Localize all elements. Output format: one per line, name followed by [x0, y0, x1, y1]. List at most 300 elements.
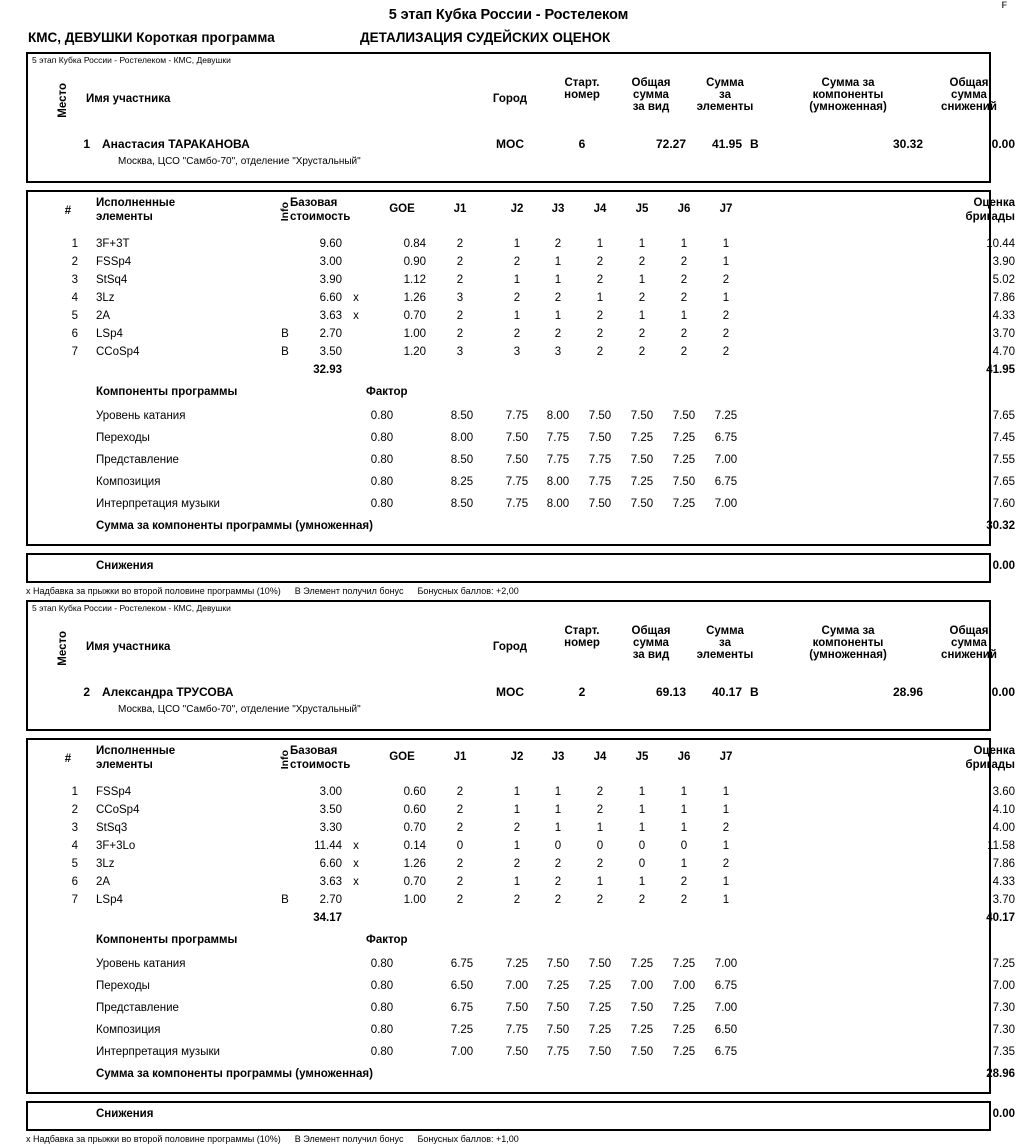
goe-column-label: GOE	[389, 203, 415, 215]
element-goe: 1.00	[403, 894, 426, 906]
element-judge-score-4: 2	[596, 346, 604, 358]
element-base-value: 2.70	[319, 894, 342, 906]
component-judge-score-1: 6.75	[450, 1002, 474, 1014]
goe-column-label: GOE	[389, 751, 415, 763]
pcs-column-label-line: компоненты	[812, 89, 884, 101]
element-judge-score-1: 2	[456, 310, 464, 322]
element-number: 7	[71, 894, 78, 906]
component-name: Интерпретация музыки	[96, 1046, 220, 1058]
element-judge-score-3: 2	[554, 292, 562, 304]
pcs-total-value: 28.96	[986, 1068, 1015, 1080]
component-judge-score-7: 6.75	[714, 476, 738, 488]
pcs-total-label: Сумма за компоненты программы (умноженная)	[96, 520, 373, 532]
element-row	[28, 292, 1015, 310]
component-name: Композиция	[96, 1024, 161, 1036]
pcs-column-label-line: Сумма за	[821, 625, 875, 637]
element-judge-score-2: 1	[513, 786, 521, 798]
component-judge-score-2: 7.50	[505, 432, 529, 444]
judge-column-label-3: J3	[551, 203, 565, 215]
legend-row	[26, 586, 991, 596]
component-judge-score-7: 7.25	[714, 410, 738, 422]
element-base-value: 3.63	[319, 876, 342, 888]
element-judge-score-6: 1	[680, 804, 688, 816]
components-title: Компоненты программы	[96, 934, 238, 946]
component-judge-score-4: 7.75	[588, 476, 612, 488]
elements-total-row	[28, 364, 1015, 386]
component-factor: 0.80	[370, 476, 394, 488]
element-judge-score-5: 1	[638, 786, 646, 798]
component-row	[28, 454, 1015, 476]
component-judge-score-7: 7.00	[714, 498, 738, 510]
factor-column-label: Фактор	[366, 386, 408, 398]
pcs-column-label-line: компоненты	[812, 637, 884, 649]
total-segment-column-label-line: за вид	[632, 649, 670, 661]
element-row	[28, 310, 1015, 328]
component-judge-score-5: 7.50	[630, 410, 654, 422]
component-row	[28, 410, 1015, 432]
component-panel-score: 7.25	[992, 958, 1015, 970]
elements-total-score: 41.95	[986, 364, 1015, 376]
components-header-row	[28, 386, 989, 410]
legend-x-note: х Надбавка за прыжки во второй половине программы (10%)	[26, 1134, 281, 1144]
component-factor: 0.80	[370, 958, 394, 970]
element-judge-score-5: 0	[638, 840, 646, 852]
element-judge-score-2: 2	[513, 822, 521, 834]
factor-column-label: Фактор	[366, 934, 408, 946]
component-row	[28, 1024, 1015, 1046]
element-judge-score-7: 2	[722, 274, 730, 286]
judge-column-label-5: J5	[635, 751, 649, 763]
element-judge-score-3: 1	[554, 822, 562, 834]
component-judge-score-6: 7.25	[672, 958, 696, 970]
component-judge-score-4: 7.50	[588, 498, 612, 510]
component-judge-score-4: 7.50	[588, 958, 612, 970]
element-bonus-x-flag: x	[353, 876, 359, 888]
component-judge-score-1: 8.00	[450, 432, 474, 444]
element-panel-score: 10.44	[986, 238, 1015, 250]
spacer	[0, 183, 1017, 190]
element-judge-score-2: 1	[513, 840, 521, 852]
element-panel-score: 4.33	[992, 876, 1015, 888]
participant-header-row	[28, 613, 997, 685]
element-goe: 0.84	[403, 238, 426, 250]
judge-column-label-7: J7	[719, 751, 733, 763]
tes-column-label	[686, 77, 764, 113]
component-judge-score-1: 8.50	[450, 498, 474, 510]
element-goe: 1.00	[403, 328, 426, 340]
component-judge-score-2: 7.00	[505, 980, 529, 992]
legend-row	[26, 1134, 991, 1144]
element-judge-score-3: 1	[554, 274, 562, 286]
element-number-column-label: #	[64, 753, 72, 765]
base-value-total: 34.17	[313, 912, 342, 924]
element-judge-score-5: 2	[638, 292, 646, 304]
element-judge-score-3: 3	[554, 346, 562, 358]
element-row	[28, 876, 1015, 894]
element-goe: 0.60	[403, 786, 426, 798]
element-name-column-label-line: Исполненные	[96, 745, 176, 757]
element-judge-score-6: 2	[680, 274, 688, 286]
element-name: LSp4	[96, 894, 123, 906]
element-judge-score-4: 1	[596, 822, 604, 834]
element-row	[28, 804, 1015, 822]
element-panel-score: 3.60	[992, 786, 1015, 798]
skater-city: МОС	[496, 685, 524, 699]
element-row	[28, 256, 1015, 274]
element-judge-score-2: 2	[513, 858, 521, 870]
component-judge-score-3: 7.50	[546, 1024, 570, 1036]
details-box	[26, 190, 1015, 546]
skater-pcs: 30.32	[892, 137, 923, 151]
component-judge-score-3: 8.00	[546, 498, 570, 510]
judge-column-label-1: J1	[453, 203, 467, 215]
component-factor: 0.80	[370, 498, 394, 510]
element-number: 5	[71, 858, 78, 870]
deductions-column-label-line: сумма	[951, 637, 987, 649]
skater-summary-row	[28, 685, 1015, 729]
tes-column-label	[686, 625, 764, 661]
component-judge-score-2: 7.75	[505, 1024, 529, 1036]
base-value-total: 32.93	[313, 364, 342, 376]
element-info-flag: В	[281, 346, 289, 358]
base-value-column-label-line: стоимость	[290, 759, 351, 771]
element-name: StSq4	[96, 274, 128, 286]
start-number-column-label	[548, 625, 616, 649]
judge-column-label-3: J3	[551, 751, 565, 763]
start-number-column-label-line: номер	[564, 89, 600, 101]
tes-column-label-line: элементы	[696, 649, 754, 661]
element-judge-score-1: 3	[456, 292, 464, 304]
total-segment-column-label	[616, 625, 686, 661]
element-judge-score-7: 1	[722, 876, 730, 888]
deductions-column-label	[923, 77, 1015, 113]
skater-start-number: 6	[578, 137, 586, 151]
pcs-column-label-line: Сумма за	[821, 77, 875, 89]
city-column-label: Город	[492, 93, 528, 105]
legend-bonus-note: Бонусных баллов: +1,00	[417, 1134, 519, 1144]
skater-place: 2	[83, 685, 90, 699]
deductions-column-label-line: снижений	[941, 101, 997, 113]
element-judge-score-3: 2	[554, 876, 562, 888]
pcs-column-label-line: (умноженная)	[809, 649, 887, 661]
total-segment-column-label-line: за вид	[632, 101, 670, 113]
component-judge-score-5: 7.25	[630, 958, 654, 970]
component-panel-score: 7.65	[992, 476, 1015, 488]
start-number-column-label-line: Старт.	[564, 625, 600, 637]
element-bonus-x-flag: x	[353, 858, 359, 870]
element-judge-score-2: 1	[513, 804, 521, 816]
component-name: Уровень катания	[96, 410, 186, 422]
components-title: Компоненты программы	[96, 386, 238, 398]
element-number-column-label: #	[64, 205, 72, 217]
skater-club: Москва, ЦСО "Самбо-70", отделение "Хрустальный"	[118, 704, 361, 715]
deductions-column-label-line: Общая	[949, 625, 989, 637]
element-judge-score-6: 1	[680, 858, 688, 870]
element-judge-score-5: 1	[638, 274, 646, 286]
tes-column-label-line: Сумма	[706, 77, 744, 89]
pcs-column-label	[773, 625, 923, 661]
component-judge-score-2: 7.75	[505, 476, 529, 488]
judge-column-label-4: J4	[593, 203, 607, 215]
judge-column-label-5: J5	[635, 203, 649, 215]
legend-b-note: В Элемент получил бонус	[294, 1134, 404, 1144]
element-name-column-label	[96, 196, 175, 224]
element-row	[28, 328, 1015, 346]
component-judge-score-5: 7.25	[630, 476, 654, 488]
element-name: CCoSp4	[96, 346, 140, 358]
total-segment-column-label-line: сумма	[633, 89, 669, 101]
skater-tes: 41.95	[711, 137, 742, 151]
base-value-column-label-line: Базовая	[290, 745, 338, 757]
element-judge-score-1: 0	[456, 840, 464, 852]
component-factor: 0.80	[370, 454, 394, 466]
element-judge-score-5: 0	[638, 858, 646, 870]
component-judge-score-5: 7.00	[630, 980, 654, 992]
judge-column-label-1: J1	[453, 751, 467, 763]
element-judge-score-4: 1	[596, 238, 604, 250]
component-factor: 0.80	[370, 1002, 394, 1014]
pcs-column-label	[773, 77, 923, 113]
element-goe: 0.14	[403, 840, 426, 852]
element-base-value: 2.70	[319, 328, 342, 340]
component-panel-score: 7.55	[992, 454, 1015, 466]
element-panel-score: 5.02	[992, 274, 1015, 286]
name-column-label: Имя участника	[86, 93, 171, 105]
start-number-column-label	[548, 77, 616, 101]
skater-place: 1	[83, 137, 90, 151]
judge-column-label-6: J6	[677, 203, 691, 215]
pcs-column-label-line: (умноженная)	[809, 101, 887, 113]
element-row	[28, 894, 1015, 912]
deductions-box	[26, 553, 1015, 583]
judge-column-label-4: J4	[593, 751, 607, 763]
skater-total-segment-score: 72.27	[655, 137, 686, 151]
element-number: 4	[71, 292, 78, 304]
component-panel-score: 7.30	[992, 1002, 1015, 1014]
component-judge-score-7: 6.75	[714, 432, 738, 444]
base-value-column-label-line: стоимость	[290, 211, 351, 223]
component-judge-score-3: 7.75	[546, 1046, 570, 1058]
element-base-value: 3.63	[319, 310, 342, 322]
component-judge-score-3: 7.25	[546, 980, 570, 992]
skater-bonus-flag: В	[750, 137, 759, 151]
pcs-total-row	[28, 1068, 1015, 1092]
element-base-value: 3.50	[319, 804, 342, 816]
element-judge-score-1: 2	[456, 274, 464, 286]
deductions-label: Снижения	[96, 560, 154, 572]
skater-name: Александра ТРУСОВА	[102, 685, 234, 699]
skater-club: Москва, ЦСО "Самбо-70", отделение "Хрустальный"	[118, 156, 361, 167]
component-judge-score-2: 7.75	[505, 410, 529, 422]
deductions-value: 0.00	[992, 1108, 1015, 1120]
base-value-column-label-line: Базовая	[290, 197, 338, 209]
element-judge-score-5: 1	[638, 876, 646, 888]
base-value-column-label	[290, 744, 350, 772]
deductions-column-label-line: Общая	[949, 77, 989, 89]
element-row	[28, 822, 1015, 840]
element-judge-score-6: 2	[680, 328, 688, 340]
component-judge-score-2: 7.50	[505, 1046, 529, 1058]
component-judge-score-5: 7.50	[630, 454, 654, 466]
element-number: 1	[71, 238, 78, 250]
legend-x-note: х Надбавка за прыжки во второй половине программы (10%)	[26, 586, 281, 596]
component-judge-score-4: 7.50	[588, 1046, 612, 1058]
component-judge-score-3: 7.75	[546, 432, 570, 444]
component-judge-score-4: 7.50	[588, 432, 612, 444]
element-judge-score-5: 2	[638, 256, 646, 268]
tes-column-label-line: за	[719, 89, 731, 101]
component-judge-score-6: 7.25	[672, 1046, 696, 1058]
deductions-column-label-line: сумма	[951, 89, 987, 101]
component-judge-score-1: 8.25	[450, 476, 474, 488]
element-number: 5	[71, 310, 78, 322]
element-judge-score-4: 1	[596, 292, 604, 304]
pcs-total-label: Сумма за компоненты программы (умноженная)	[96, 1068, 373, 1080]
pcs-total-value: 30.32	[986, 520, 1015, 532]
element-judge-score-3: 2	[554, 328, 562, 340]
name-column-label: Имя участника	[86, 641, 171, 653]
element-name: CCoSp4	[96, 804, 140, 816]
element-judge-score-1: 2	[456, 786, 464, 798]
element-row	[28, 346, 1015, 364]
start-number-column-label-line: Старт.	[564, 77, 600, 89]
component-row	[28, 432, 1015, 454]
deductions-column-label-line: снижений	[941, 649, 997, 661]
details-box	[26, 738, 1015, 1094]
component-judge-score-4: 7.25	[588, 1024, 612, 1036]
component-judge-score-5: 7.25	[630, 1024, 654, 1036]
deductions-column-label	[923, 625, 1015, 661]
component-row	[28, 1002, 1015, 1024]
element-name: 2A	[96, 876, 111, 888]
skater-summary-row	[28, 137, 1015, 181]
component-panel-score: 7.65	[992, 410, 1015, 422]
element-number: 1	[71, 786, 78, 798]
component-row	[28, 958, 1015, 980]
element-name: 2A	[96, 310, 111, 322]
element-judge-score-5: 2	[638, 894, 646, 906]
element-judge-score-7: 1	[722, 238, 730, 250]
component-judge-score-4: 7.50	[588, 410, 612, 422]
element-panel-score: 7.86	[992, 858, 1015, 870]
component-name: Представление	[96, 454, 179, 466]
component-judge-score-4: 7.25	[588, 980, 612, 992]
element-judge-score-4: 2	[596, 786, 604, 798]
component-judge-score-5: 7.50	[630, 1046, 654, 1058]
skater-city: МОС	[496, 137, 524, 151]
component-judge-score-6: 7.25	[672, 454, 696, 466]
element-row	[28, 858, 1015, 876]
city-column-label: Город	[492, 641, 528, 653]
element-name-column-label-line: элементы	[96, 759, 153, 771]
element-judge-score-5: 1	[638, 238, 646, 250]
component-row	[28, 1046, 1015, 1068]
element-judge-score-7: 1	[722, 804, 730, 816]
component-judge-score-2: 7.75	[505, 498, 529, 510]
total-segment-column-label	[616, 77, 686, 113]
tes-column-label-line: Сумма	[706, 625, 744, 637]
component-judge-score-1: 7.00	[450, 1046, 474, 1058]
element-name-column-label-line: Исполненные	[96, 197, 176, 209]
element-judge-score-1: 3	[456, 346, 464, 358]
element-name-column-label-line: элементы	[96, 211, 153, 223]
element-name: 3Lz	[96, 858, 115, 870]
component-name: Переходы	[96, 980, 150, 992]
element-number: 6	[71, 876, 78, 888]
component-judge-score-1: 6.75	[450, 958, 474, 970]
judge-column-label-7: J7	[719, 203, 733, 215]
element-name-column-label	[96, 744, 175, 772]
total-segment-column-label-line: Общая	[631, 77, 671, 89]
component-judge-score-6: 7.25	[672, 498, 696, 510]
component-panel-score: 7.00	[992, 980, 1015, 992]
element-judge-score-6: 2	[680, 256, 688, 268]
component-judge-score-1: 7.25	[450, 1024, 474, 1036]
element-panel-score: 7.86	[992, 292, 1015, 304]
element-base-value: 3.00	[319, 256, 342, 268]
legend-bonus-note: Бонусных баллов: +2,00	[417, 586, 519, 596]
element-judge-score-2: 2	[513, 328, 521, 340]
element-judge-score-5: 2	[638, 346, 646, 358]
element-judge-score-6: 0	[680, 840, 688, 852]
element-base-value: 6.60	[319, 292, 342, 304]
component-factor: 0.80	[370, 432, 394, 444]
element-bonus-x-flag: x	[353, 840, 359, 852]
corner-mark: F	[1001, 0, 1007, 10]
element-judge-score-4: 1	[596, 876, 604, 888]
element-judge-score-3: 1	[554, 256, 562, 268]
element-judge-score-4: 2	[596, 804, 604, 816]
element-name: LSp4	[96, 328, 123, 340]
element-judge-score-5: 1	[638, 822, 646, 834]
elements-total-row	[28, 912, 1015, 934]
element-judge-score-1: 2	[456, 328, 464, 340]
element-goe: 0.90	[403, 256, 426, 268]
element-panel-score: 3.70	[992, 894, 1015, 906]
element-judge-score-2: 3	[513, 346, 521, 358]
panel-score-column-label-line: Оценка	[973, 197, 1015, 209]
event-title: 5 этап Кубка России - Ростелеком	[388, 7, 629, 23]
component-row	[28, 476, 1015, 498]
element-panel-score: 3.70	[992, 328, 1015, 340]
element-row	[28, 274, 1015, 292]
element-judge-score-5: 2	[638, 328, 646, 340]
element-goe: 1.20	[403, 346, 426, 358]
element-judge-score-2: 2	[513, 894, 521, 906]
element-number: 7	[71, 346, 78, 358]
base-value-column-label	[290, 196, 350, 224]
component-panel-score: 7.60	[992, 498, 1015, 510]
component-factor: 0.80	[370, 980, 394, 992]
element-bonus-x-flag: x	[353, 292, 359, 304]
deductions-row	[28, 1103, 1015, 1129]
element-judge-score-3: 1	[554, 310, 562, 322]
place-column-label: Место	[57, 631, 69, 666]
component-judge-score-6: 7.50	[672, 476, 696, 488]
element-judge-score-5: 1	[638, 804, 646, 816]
component-judge-score-6: 7.25	[672, 1002, 696, 1014]
component-judge-score-3: 7.50	[546, 1002, 570, 1014]
element-judge-score-7: 2	[722, 346, 730, 358]
spacer	[0, 731, 1017, 738]
component-name: Композиция	[96, 476, 161, 488]
panel-score-column-label-line: Оценка	[973, 745, 1015, 757]
element-judge-score-7: 1	[722, 292, 730, 304]
component-judge-score-2: 7.25	[505, 958, 529, 970]
element-judge-score-4: 0	[596, 840, 604, 852]
element-judge-score-1: 2	[456, 822, 464, 834]
spacer	[0, 1094, 1017, 1101]
